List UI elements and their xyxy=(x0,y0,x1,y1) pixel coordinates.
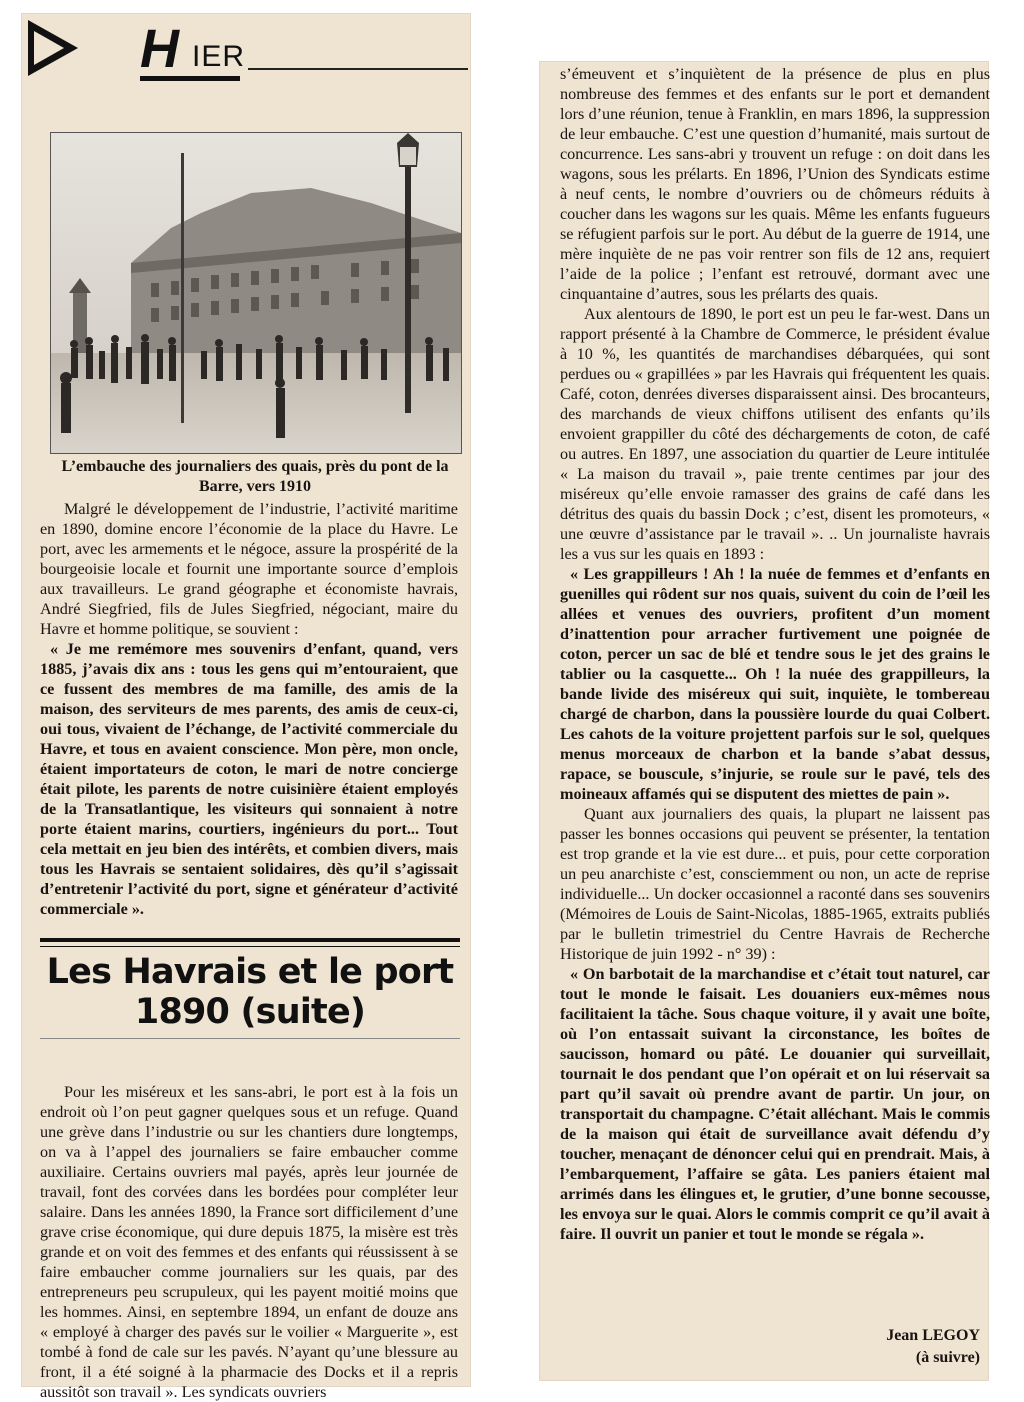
signature xyxy=(860,1325,980,1369)
left-bottom-text xyxy=(40,1082,458,1402)
paragraph: Quant aux journaliers des quais, la plupart ne laissent pas passer les bonnes occasions qui peuvent se présenter, la tentation est trop grande et la vie est dure... et puis, pour cette corporation un peu anarchiste c’est, consciemment ou non, un acte de reprise individuelle... Un docker occasionnel a raconté dans ses souvenirs (Mémoires de Louis de Saint-Nicolas, 1885-1965, extraits publiés par le bulletin trimestriel du Centre Havrais de Recherche Historique de juin 1992 - n° 39) : xyxy=(560,805,990,963)
article-headline xyxy=(40,952,460,1032)
headline-box xyxy=(40,938,460,1032)
photo-caption: L’embauche des journaliers des quais, près du pont de la Barre, vers 1910 xyxy=(61,458,449,495)
headline-rule xyxy=(40,1038,460,1039)
header-rule xyxy=(248,68,468,70)
paragraph: Malgré le développement de l’industrie, l’activité maritime en 1890, domine encore l’économie de la place du Havre. Le port, avec les armements et le négoce, assure la prospérité de la bourgeoisie locale et fournit une importante source d’emplois aux travailleurs. Le grand géographe et économiste havrais, André Siegfried, fils de Jules Siegfried, négociant, maire du Havre et homme politique, se souvient : xyxy=(40,500,458,638)
paragraph: Pour les miséreux et les sans-abri, le port est à la fois un endroit où l’on peut gagner quelques sous et un refuge. Quand une grève dans l’industrie ou sur les chantiers dure longtemps, on va à l’appel des journaliers se faire embaucher comme auxiliaire. Certains ouvriers mal payés, après leur journée de travail, font des corvées dans les bordées pour compléter leur salaire. Dans les années 1890, la France sort difficilement d’une grave crise économique, qui dure depuis 1875, la misère est très grande et on voit des femmes et des enfants qui réussissent à se faire embaucher comme journaliers sur les quais, par des entrepreneurs peu scrupuleux, qui les payent moitié moins que les hommes. Ainsi, en septembre 1894, un enfant de douze ans « employé à charger des pavés sur le voilier « Marguerite », est tombé à fond de cale sur les pavés. N’ayant qu’une blessure au front, il a été soigné à la pharmacie des Docks et il a repris aussitôt son travail ». Les syndicats ouvriers xyxy=(40,1083,458,1401)
headline-line-2: 1890 (suite) xyxy=(134,992,366,1032)
quote-paragraph: « On barbotait de la marchandise et c’était tout naturel, car tout le monde le faisait. Les douaniers eux-mêmes nous facilitaient la tâche. Sous chaque voiture, il y avait une boîte, où l’on entassait suivant la circonstance, les boîtes de saucisson, homard ou pâté. Le douanier qui surveillait, tournait le dos pendant que l’on opérait et on lui réservait sa part qu’il savait où prendre avant de partir. Un jour, on transportait du champagne. C’était alléchant. Mais le commis de la maison qui était de surveillance avait défendu d’y toucher, menaçant de dénoncer celui qui en prendrait. Mais, à l’embarquement, l’affaire se gâta. Les paniers étaient mal arrimés dans les élingues et, le grutier, d’une bonne secousse, les envoya sur le quai. Alors le commis comprit ce qu’il avait à faire. Il ouvrit un panier et tout le monde se régala ». xyxy=(560,965,990,1243)
section-letter: H xyxy=(140,19,177,79)
continuation-note: (à suivre) xyxy=(915,1349,980,1366)
quote-paragraph: « Les grappilleurs ! Ah ! la nuée de femmes et d’enfants en guenilles qui rôdent sur nos quais, suivent du coin de l’œil les allées et venues des ouvriers, profitent d’un moment d’inattention pour arracher furtivement une poignée de coton, percer un sac de blé et tendre sous le jet des grains le tablier ou la casquette... Oh ! la nuée des grappilleurs, la bande livide des miséreux qui suit, inquiète, le tombereau chargé de charbon, dans la poussière lourde du quai Colbert. Les cahots de la voiture projettent parfois sur le sol, quelques menus morceaux de charbon et la bande s’abat dessus, rapace, se bouscule, s’injurie, se roule sur le pavé, tels des moineaux affamés qui se disputent des miettes de pain ». xyxy=(560,565,990,803)
section-title: IER xyxy=(192,40,246,73)
headline-line-1: Les Havrais et le port xyxy=(46,952,454,992)
section-header xyxy=(22,16,462,86)
right-column-text xyxy=(560,64,990,1244)
paragraph: Aux alentours de 1890, le port est un peu le far-west. Dans un rapport présenté à la Chambre de Commerce, le président évalue à 10 %, les quantités de marchandises débarquées, qui sont perdues ou « grapillées » par les Havrais qui fréquentent les quais. Café, coton, denrées diverses disparaissent ainsi. Des brocanteurs, des marchands de vieux chiffons utilisent des enfants qu’ils envoient grappiller du côté des déchargements de coton, de café ou autres. En 1897, une association du quartier de Leure intitulée « La maison du travail », paie trente centimes par jour des miséreux qu’elle envoie ramasser des grains de café dans les détritus des quais du bassin Dock ; c’est, disent les promoteurs, « une œuvre d’assistance par le travail ». .. Un journaliste havrais les a vus sur les quais en 1893 : xyxy=(560,305,990,563)
left-top-text xyxy=(40,499,458,919)
historic-photo xyxy=(50,132,462,454)
paragraph: s’émeuvent et s’inquiètent de la présence de plus en plus nombreuse des femmes et des enfants sur le port et demandent lors d’une réunion, tenue à Franklin, en mars 1896, la suppression de leur embauche. C’est une question d’humanité, mais surtout de concurrence. Les sans-abri y trouvent un refuge : on doit dans les wagons, sous les prélarts. En 1896, l’Union des Syndicats estime à neuf cents, le nombre d’ouvriers ou de chômeurs réduits à coucher dans les wagons sur les quais. Même les enfants fugueurs se réfugient parfois sur le port. Au début de la guerre de 1914, une mère inquiète de ne pas voir rentrer son fils de 12 ans, requiert l’aide de la police ; l’enfant est retrouvé, dormant avec une cinquantaine d’autres, sous les prélarts des quais. xyxy=(560,65,990,303)
author-name: Jean LEGOY xyxy=(886,1327,980,1344)
quote-paragraph: « Je me remémore mes souvenirs d’enfant, quand, vers 1885, j’avais dix ans : tous les gens qui m’entouraient, que ce fussent des membres de ma famille, des amis de la maison, des serviteurs de mes parents, des amis de ceux-ci, oui tous, vivaient de l’échange, de l’activité commerciale du Havre, et tous en avaient conscience. Mon père, mon oncle, étaient importateurs de coton, le mari de notre concierge était pilote, les parents de notre cuisinière étaient employés de la Transatlantique, les visiteurs qui sonnaient à notre porte étaient marins, courtiers, ingénieurs du port... Tout cela mettait en jeu bien des intérêts, et combien divers, mais tous les Havrais se sentaient solidaires, dès qu’il s’agissait d’entretenir l’activité du port, signe et générateur d’activité commerciale ». xyxy=(40,640,458,918)
arrow-icon xyxy=(28,20,78,76)
